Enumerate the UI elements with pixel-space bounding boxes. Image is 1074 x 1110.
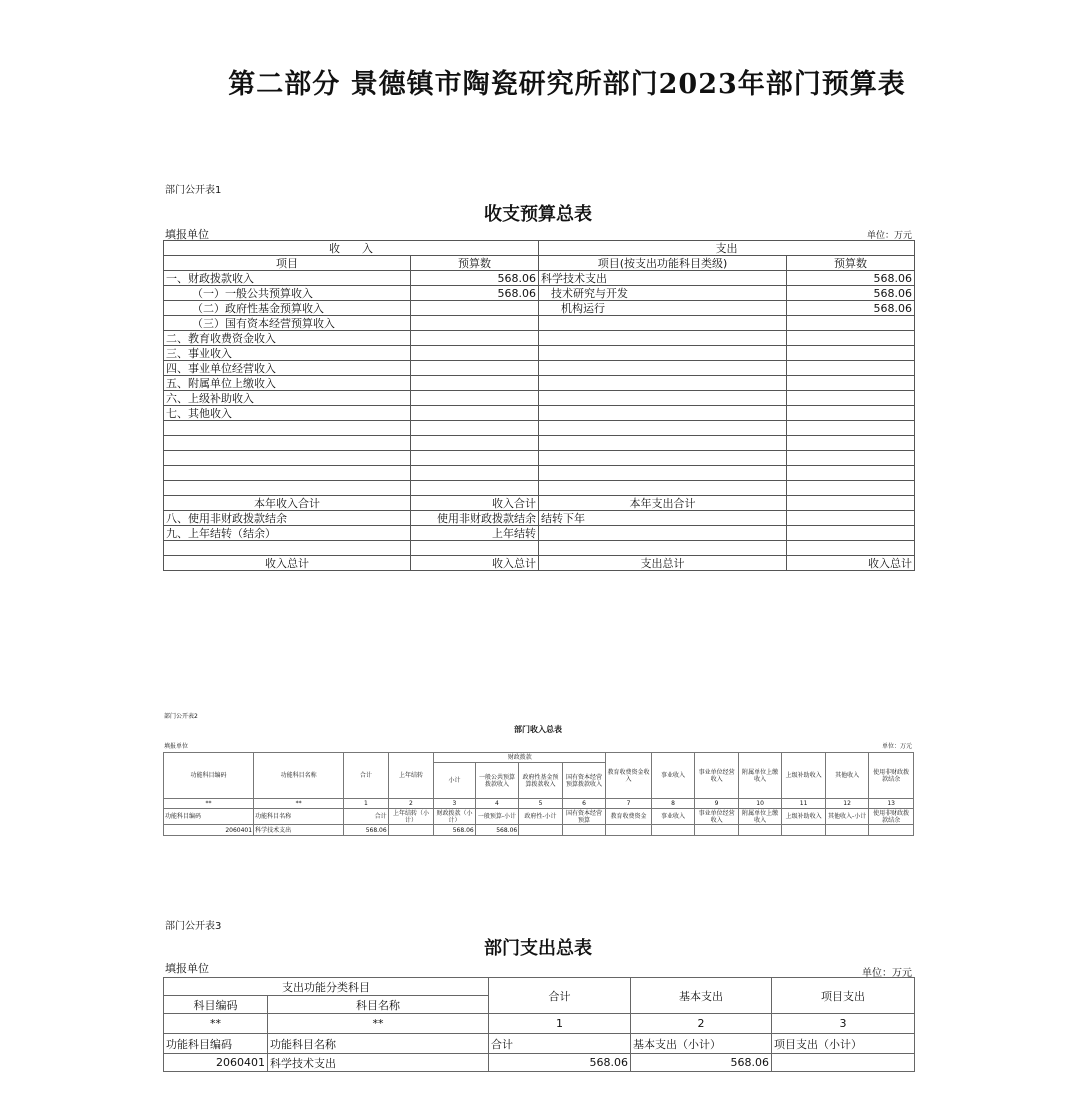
- table-row: [164, 556, 915, 571]
- table-cell: [164, 541, 411, 556]
- table-row: [164, 496, 915, 511]
- table-cell: [787, 376, 915, 391]
- table-cell: 教育收费资金: [606, 809, 652, 825]
- table-cell: [539, 436, 787, 451]
- table2-unit-left: 填报单位: [164, 743, 189, 750]
- table1-unit-right: 单位：万元: [866, 231, 912, 241]
- table-cell: [869, 825, 914, 836]
- table-cell: 3: [772, 1014, 915, 1034]
- table-cell: 功能科目名称: [268, 1034, 489, 1054]
- table-cell: 568.06: [787, 286, 915, 301]
- table-cell: [539, 466, 787, 481]
- table-cell: （一）一般公共预算收入: [164, 286, 411, 301]
- col-header: 合计: [344, 753, 389, 799]
- table-cell: 568.06: [344, 825, 389, 836]
- col-header: 政府性基金预算拨款收入: [519, 763, 563, 799]
- table-cell: [787, 436, 915, 451]
- table-cell: 11: [782, 799, 826, 809]
- table-header-row: [164, 978, 915, 996]
- col-header: 项目: [164, 256, 411, 271]
- col-header: 上级补助收入: [782, 753, 826, 799]
- table-cell: 568.06: [631, 1054, 772, 1072]
- table1-unit-left: 填报单位: [165, 228, 209, 241]
- table-cell: 支出总计: [539, 556, 787, 571]
- table-cell: [411, 436, 539, 451]
- table-cell: 科学技术支出: [254, 825, 344, 836]
- table-row: [164, 436, 915, 451]
- table-cell: 2060401: [164, 1054, 268, 1072]
- table-row: [164, 511, 915, 526]
- table-row: [164, 451, 915, 466]
- table-cell: [738, 825, 782, 836]
- table3-unit-left: 填报单位: [165, 962, 209, 975]
- table-cell: 10: [738, 799, 782, 809]
- table3-title: 部门支出总表: [484, 938, 592, 959]
- table-cell: [539, 421, 787, 436]
- table-cell: [411, 301, 539, 316]
- table-cell: 九、上年结转（结余）: [164, 526, 411, 541]
- table-cell: [519, 825, 563, 836]
- col-header: 国有资本经营预算拨款收入: [562, 763, 606, 799]
- table-cell: [787, 451, 915, 466]
- table-cell: [787, 511, 915, 526]
- index-row: [164, 1014, 915, 1034]
- table-cell: 五、附属单位上缴收入: [164, 376, 411, 391]
- table-row: [164, 271, 915, 286]
- col-header: 教育收费资金收入: [606, 753, 652, 799]
- table-cell: 上年结转（小计）: [388, 809, 434, 825]
- table3-unit-right: 单位：万元: [862, 968, 912, 979]
- col-header: 合计: [489, 978, 631, 1014]
- table-cell: 政府性-小计: [519, 809, 563, 825]
- table-cell: [411, 541, 539, 556]
- table-cell: 六、上级补助收入: [164, 391, 411, 406]
- table-cell: [539, 481, 787, 496]
- table-cell: [787, 316, 915, 331]
- table-cell: 七、其他收入: [164, 406, 411, 421]
- table-cell: [787, 406, 915, 421]
- table-cell: 附属单位上缴收入: [738, 809, 782, 825]
- table-cell: [539, 346, 787, 361]
- table-cell: 5: [519, 799, 563, 809]
- table-cell: [825, 825, 869, 836]
- table-row: [164, 1054, 915, 1072]
- table-cell: 机构运行: [539, 301, 787, 316]
- table-row: [164, 466, 915, 481]
- table-row: [164, 286, 915, 301]
- table-cell: [411, 316, 539, 331]
- expense-header: 支出: [539, 241, 915, 256]
- table3-label: 部门公开表3: [165, 921, 222, 932]
- table-row: [164, 391, 915, 406]
- table-row: [164, 361, 915, 376]
- table-cell: [164, 421, 411, 436]
- table-cell: 本年收入合计: [164, 496, 411, 511]
- table-cell: 3: [434, 799, 475, 809]
- table-cell: 使用非财政拨款结余: [411, 511, 539, 526]
- table-cell: [539, 391, 787, 406]
- table-cell: [539, 376, 787, 391]
- table-cell: 1: [344, 799, 389, 809]
- table-cell: 结转下年: [539, 511, 787, 526]
- group-header: 财政拨款: [434, 753, 606, 763]
- table-cell: [787, 466, 915, 481]
- table-row: [164, 376, 915, 391]
- table-cell: [411, 421, 539, 436]
- table-cell: 8: [651, 799, 695, 809]
- table-cell: 四、事业单位经营收入: [164, 361, 411, 376]
- table-cell: 财政拨款（小计）: [434, 809, 475, 825]
- table-cell: 收入总计: [164, 556, 411, 571]
- table-cell: 上年结转: [411, 526, 539, 541]
- table-row: [164, 331, 915, 346]
- table-cell: [695, 825, 739, 836]
- table-row: [164, 301, 915, 316]
- table1-label: 部门公开表1: [165, 185, 222, 196]
- col-header: 功能科目名称: [254, 753, 344, 799]
- col-header: 附属单位上缴收入: [738, 753, 782, 799]
- table-row: [164, 346, 915, 361]
- group-header: 支出功能分类科目: [164, 978, 489, 996]
- table-cell: 568.06: [475, 825, 519, 836]
- table-cell: 事业单位经营收入: [695, 809, 739, 825]
- table-cell: 568.06: [434, 825, 475, 836]
- table-cell: 科学技术支出: [268, 1054, 489, 1072]
- table-cell: [787, 331, 915, 346]
- table1-title: 收支预算总表: [484, 204, 592, 225]
- table-cell: 合计: [344, 809, 389, 825]
- table-cell: （三）国有资本经营预算收入: [164, 316, 411, 331]
- col-header: 事业收入: [651, 753, 695, 799]
- table-cell: 合计: [489, 1034, 631, 1054]
- table-cell: 使用非财政拨款结余: [869, 809, 914, 825]
- table-cell: [539, 541, 787, 556]
- col-header: 小计: [434, 763, 475, 799]
- table-cell: （二）政府性基金预算收入: [164, 301, 411, 316]
- col-header: 科目编码: [164, 996, 268, 1014]
- table-cell: [787, 496, 915, 511]
- table-cell: [411, 466, 539, 481]
- table-cell: 2: [631, 1014, 772, 1034]
- table-cell: 项目支出（小计）: [772, 1034, 915, 1054]
- table-cell: 一、财政拨款收入: [164, 271, 411, 286]
- index-row: [164, 799, 914, 809]
- table2-label: 部门公开表2: [164, 713, 198, 720]
- table-row: [164, 825, 914, 836]
- table-cell: [411, 331, 539, 346]
- table-cell: 568.06: [787, 301, 915, 316]
- table-row: [164, 316, 915, 331]
- table-cell: [787, 346, 915, 361]
- table-cell: [411, 481, 539, 496]
- table2-title: 部门收入总表: [514, 724, 562, 734]
- col-header: 其他收入: [825, 753, 869, 799]
- table-cell: [787, 526, 915, 541]
- income-header: 收 入: [164, 241, 539, 256]
- table-cell: 2: [388, 799, 434, 809]
- table-cell: [787, 481, 915, 496]
- field-row: [164, 809, 914, 825]
- table-cell: 568.06: [489, 1054, 631, 1072]
- table-cell: [539, 316, 787, 331]
- table-cell: 技术研究与开发: [539, 286, 787, 301]
- table-cell: 13: [869, 799, 914, 809]
- table-cell: [651, 825, 695, 836]
- table-cell: 568.06: [411, 286, 539, 301]
- table-cell: 二、教育收费资金收入: [164, 331, 411, 346]
- table-header-row: [164, 256, 915, 271]
- field-row: [164, 1034, 915, 1054]
- page-title: 第二部分 景德镇市陶瓷研究所部门2023年部门预算表: [228, 69, 906, 100]
- table-cell: [539, 451, 787, 466]
- table2-unit-right: 单位：万元: [881, 743, 912, 750]
- table-cell: [606, 825, 652, 836]
- col-header: 一般公共预算拨款收入: [475, 763, 519, 799]
- income-summary-table: [163, 752, 914, 836]
- table-cell: [411, 361, 539, 376]
- table-row: [164, 421, 915, 436]
- table-cell: [164, 451, 411, 466]
- table-cell: 收入合计: [411, 496, 539, 511]
- table-row: [164, 526, 915, 541]
- table-cell: [539, 406, 787, 421]
- table-cell: [164, 481, 411, 496]
- table-cell: [539, 361, 787, 376]
- table-cell: [411, 376, 539, 391]
- table-cell: 568.06: [787, 271, 915, 286]
- table-cell: [782, 825, 826, 836]
- table-cell: 基本支出（小计）: [631, 1034, 772, 1054]
- table-row: [164, 541, 915, 556]
- table-cell: **: [254, 799, 344, 809]
- table-cell: 国有资本经营预算: [562, 809, 606, 825]
- table-cell: [539, 331, 787, 346]
- table-cell: 1: [489, 1014, 631, 1034]
- col-header: 基本支出: [631, 978, 772, 1014]
- col-header: 项目支出: [772, 978, 915, 1014]
- table-cell: 本年支出合计: [539, 496, 787, 511]
- table-cell: 4: [475, 799, 519, 809]
- table-cell: 6: [562, 799, 606, 809]
- table-cell: [539, 526, 787, 541]
- col-header: 预算数: [411, 256, 539, 271]
- budget-summary-table: [163, 240, 915, 571]
- table-cell: 7: [606, 799, 652, 809]
- table-cell: [787, 391, 915, 406]
- table-cell: [164, 466, 411, 481]
- col-header: 上年结转: [388, 753, 434, 799]
- table-cell: **: [164, 799, 254, 809]
- table-cell: 功能科目编码: [164, 809, 254, 825]
- table-cell: 科学技术支出: [539, 271, 787, 286]
- table-cell: [787, 541, 915, 556]
- table-cell: [411, 451, 539, 466]
- col-header: 预算数: [787, 256, 915, 271]
- table-cell: 功能科目名称: [254, 809, 344, 825]
- col-header: 项目(按支出功能科目类级): [539, 256, 787, 271]
- col-header: 使用非财政拨款结余: [869, 753, 914, 799]
- table-cell: 上级补助收入: [782, 809, 826, 825]
- table-cell: [562, 825, 606, 836]
- table-cell: 一般预算-小计: [475, 809, 519, 825]
- table-cell: [388, 825, 434, 836]
- table-cell: 收入总计: [411, 556, 539, 571]
- table-cell: [787, 421, 915, 436]
- table-cell: 2060401: [164, 825, 254, 836]
- col-header: 事业单位经营收入: [695, 753, 739, 799]
- expense-summary-table: [163, 977, 915, 1072]
- table-cell: 其他收入-小计: [825, 809, 869, 825]
- table-cell: [411, 391, 539, 406]
- table-cell: **: [164, 1014, 268, 1034]
- table-row: [164, 481, 915, 496]
- table-cell: [787, 361, 915, 376]
- table-cell: 事业收入: [651, 809, 695, 825]
- col-header: 科目名称: [268, 996, 489, 1014]
- table-cell: 八、使用非财政拨款结余: [164, 511, 411, 526]
- table-cell: 9: [695, 799, 739, 809]
- table-header-row: [164, 753, 914, 763]
- table-cell: **: [268, 1014, 489, 1034]
- col-header: 功能科目编码: [164, 753, 254, 799]
- table-cell: [164, 436, 411, 451]
- table-cell: [772, 1054, 915, 1072]
- table-cell: 三、事业收入: [164, 346, 411, 361]
- table-cell: 568.06: [411, 271, 539, 286]
- table-cell: [411, 346, 539, 361]
- table-cell: 收入总计: [787, 556, 915, 571]
- table-cell: 功能科目编码: [164, 1034, 268, 1054]
- table-header-row: [164, 241, 915, 256]
- table-row: [164, 406, 915, 421]
- table-cell: [411, 406, 539, 421]
- table-cell: 12: [825, 799, 869, 809]
